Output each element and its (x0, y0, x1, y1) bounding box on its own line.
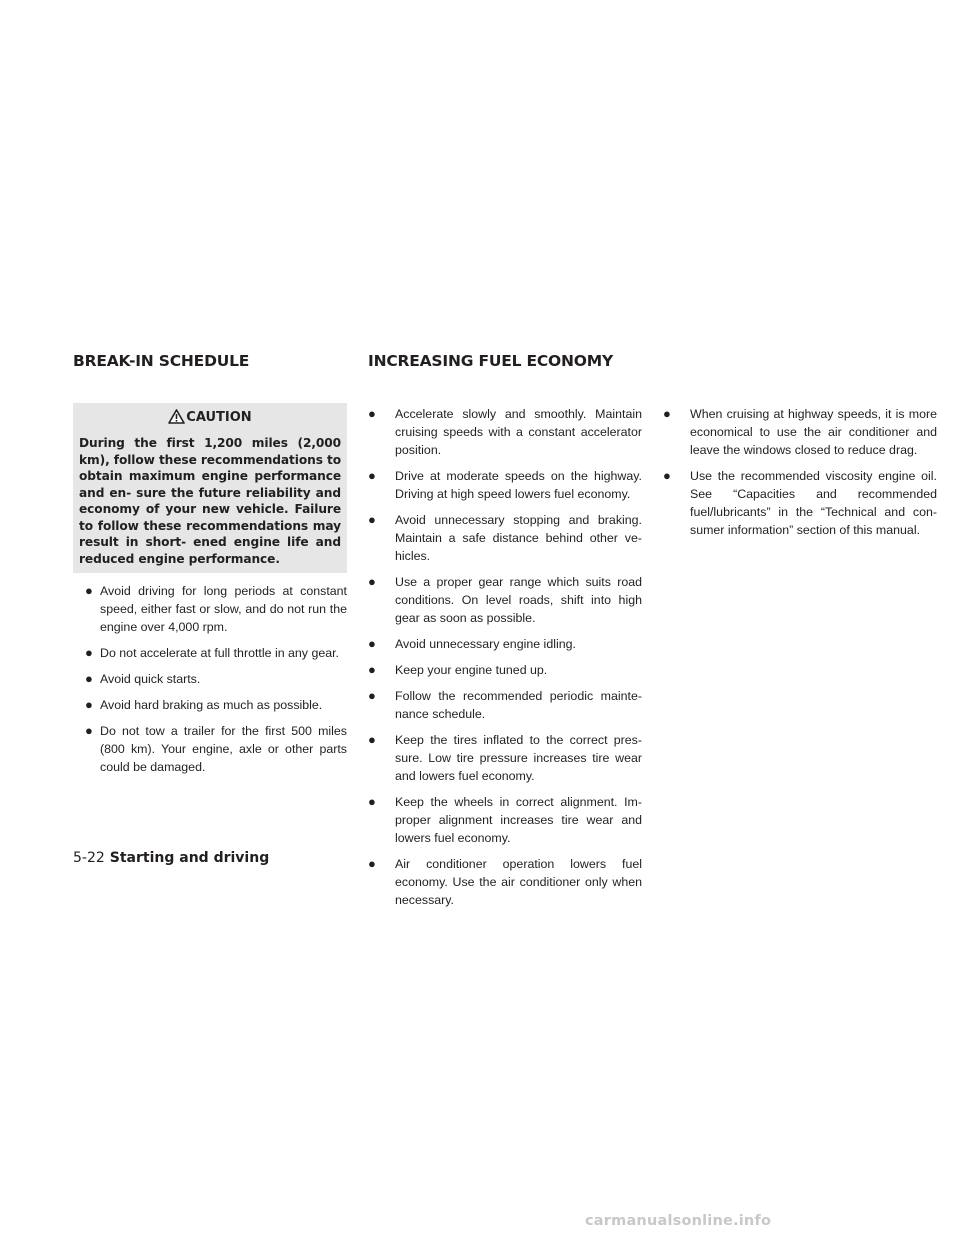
bullet-item (73, 696, 347, 714)
bullet-text: Keep the tires inflated to the correct pres- sure. Low tire pressure increases tire wear and lowers fuel economy. (395, 733, 642, 783)
bullet-item (368, 467, 642, 503)
caution-text: During the first 1,200 miles (2,000 km), follow these recommendations to obtain maximum engine performance and en- sure the future reliability and economy of your new vehicle. Failure to follow these recommendations may result in short- ened engine life and reduced engine performance. (79, 436, 341, 566)
bullet-text: Follow the recommended periodic mainte- nance schedule. (395, 689, 642, 721)
warning-triangle-icon (168, 409, 185, 424)
column-fuel-economy-1 (368, 405, 642, 917)
bullet-icon: ● (368, 688, 376, 703)
bullet-icon: ● (85, 723, 93, 738)
fuel-economy-list-1 (368, 405, 642, 909)
bullet-icon: ● (368, 794, 376, 809)
bullet-item (73, 582, 347, 636)
bullet-icon: ● (85, 583, 93, 598)
bullet-text: Avoid unnecessary stopping and braking. Maintain a safe distance behind other ve- hicles. (395, 513, 642, 563)
bullet-item (73, 644, 347, 662)
bullet-item (368, 573, 642, 627)
bullet-item (368, 661, 642, 679)
bullet-text: Air conditioner operation lowers fuel economy. Use the air conditioner only when necessary. (395, 857, 642, 907)
caution-box (73, 403, 347, 573)
bullet-text: Accelerate slowly and smoothly. Maintain cruising speeds with a constant accelerator position. (395, 407, 642, 457)
bullet-text: Keep the wheels in correct alignment. Im- proper alignment increases tire wear and lowers fuel economy. (395, 795, 642, 845)
bullet-item (368, 405, 642, 459)
bullet-icon: ● (85, 671, 93, 686)
column-fuel-economy-2 (663, 405, 937, 547)
column-break-in (73, 403, 347, 784)
bullet-icon: ● (85, 697, 93, 712)
page-footer (73, 850, 269, 866)
bullet-icon: ● (368, 406, 376, 421)
caution-label: CAUTION (186, 410, 252, 425)
bullet-item (368, 793, 642, 847)
bullet-item (73, 722, 347, 776)
bullet-item (368, 855, 642, 909)
bullet-text: Avoid hard braking as much as possible. (100, 698, 323, 712)
bullet-item (663, 405, 937, 459)
bullet-text: When cruising at highway speeds, it is more economical to use the air conditioner and leave the windows closed to reduce drag. (690, 407, 937, 457)
bullet-text: Drive at moderate speeds on the highway. Driving at high speed lowers fuel economy. (395, 469, 642, 501)
bullet-text: Avoid driving for long periods at constant speed, either fast or slow, and do not run the engine over 4,000 rpm. (100, 584, 347, 634)
break-in-schedule-heading: BREAK-IN SCHEDULE (73, 352, 250, 370)
fuel-economy-heading: INCREASING FUEL ECONOMY (368, 352, 614, 370)
fuel-economy-list-2 (663, 405, 937, 539)
bullet-icon: ● (368, 574, 376, 589)
bullet-icon: ● (368, 468, 376, 483)
bullet-icon: ● (368, 512, 376, 527)
bullet-text: Avoid quick starts. (100, 672, 201, 686)
bullet-icon: ● (368, 636, 376, 651)
caution-title (79, 409, 341, 427)
chapter-title: Starting and driving (109, 850, 270, 866)
bullet-icon: ● (663, 468, 671, 483)
watermark-text: carmanualsonline.info (585, 1213, 772, 1229)
bullet-text: Use a proper gear range which suits road conditions. On level roads, shift into high gear as soon as possible. (395, 575, 642, 625)
bullet-text: Keep your engine tuned up. (395, 663, 548, 677)
page-number: 5-22 (73, 850, 105, 866)
bullet-icon: ● (663, 406, 671, 421)
bullet-item (368, 731, 642, 785)
bullet-icon: ● (85, 645, 93, 660)
bullet-text: Avoid unnecessary engine idling. (395, 637, 576, 651)
bullet-item (663, 467, 937, 539)
bullet-item (368, 511, 642, 565)
bullet-icon: ● (368, 732, 376, 747)
bullet-text: Do not accelerate at full throttle in any gear. (100, 646, 340, 660)
bullet-icon: ● (368, 662, 376, 677)
bullet-item (368, 635, 642, 653)
bullet-item (368, 687, 642, 723)
bullet-text: Use the recommended viscosity engine oil. See “Capacities and recommended fuel/lubricants” in the “Technical and con- sumer information” section of this manual. (690, 469, 937, 537)
bullet-icon: ● (368, 856, 376, 871)
bullet-item (73, 670, 347, 688)
break-in-list (73, 582, 347, 776)
bullet-text: Do not tow a trailer for the first 500 miles (800 km). Your engine, axle or other parts could be damaged. (100, 724, 347, 774)
